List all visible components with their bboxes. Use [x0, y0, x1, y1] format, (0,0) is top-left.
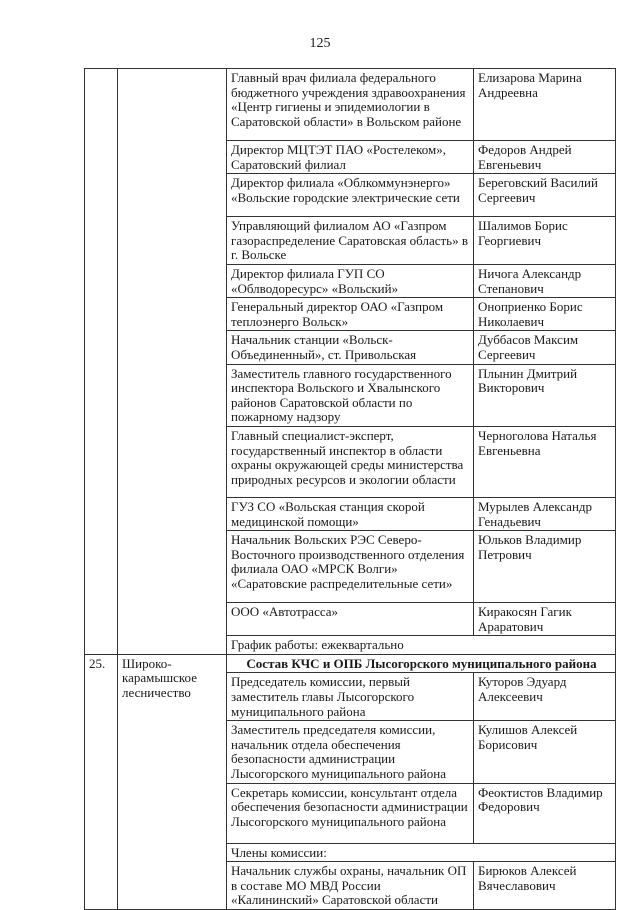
forestry-cell	[118, 69, 227, 655]
person-cell: Феоктистов Владимир Федорович	[474, 783, 616, 843]
person-cell: Плынин Дмитрий Викторович	[474, 364, 616, 426]
position-cell: Генеральный директор ОАО «Газпром теплоэнерго Вольск»	[227, 298, 474, 331]
person-cell: Береговский Василий Сергеевич	[474, 174, 616, 217]
person-cell: Ничога Александр Степанович	[474, 264, 616, 297]
position-cell: Заместитель главного государственного инспектора Вольского и Хвалынского районов Саратовской области по пожарному надзору	[227, 364, 474, 426]
table-row	[85, 69, 616, 141]
row-number-cell	[85, 69, 118, 655]
members-header: Члены комиссии:	[227, 843, 616, 862]
person-cell: Киракосян Гагик Араратович	[474, 603, 616, 636]
position-cell: Главный специалист-эксперт, государственный инспектор в области охраны окружающей среды министерства природных ресурсов и экологии области	[227, 426, 474, 497]
person-cell: Шалимов Борис Георгиевич	[474, 217, 616, 265]
position-cell: ГУЗ СО «Вольская станция скорой медицинской помощи»	[227, 497, 474, 530]
person-cell: Черноголова Наталья Евгеньевна	[474, 426, 616, 497]
person-cell: Дуббасов Максим Сергеевич	[474, 331, 616, 364]
person-cell: Кулишов Алексей Борисович	[474, 721, 616, 783]
position-cell: ООО «Автотрасса»	[227, 603, 474, 636]
position-cell: Секретарь комиссии, консультант отдела обеспечения безопасности администрации Лысогорского муниципального района	[227, 783, 474, 843]
person-cell: Елизарова Марина Андреевна	[474, 69, 616, 141]
row-number-cell: 25.	[85, 654, 118, 909]
position-cell: Директор филиала «Облкоммунэнерго» «Вольские городские электрические сети	[227, 174, 474, 217]
section-heading: Состав КЧС и ОПБ Лысогорского муниципального района	[227, 654, 616, 673]
position-cell: Начальник службы охраны, начальник ОП в составе МО МВД России «Калининский» Саратовской области	[227, 862, 474, 910]
person-cell: Мурылев Александр Генадьевич	[474, 497, 616, 530]
schedule-cell: График работы: ежеквартально	[227, 636, 616, 655]
person-cell: Бирюков Алексей Вячеславович	[474, 862, 616, 910]
person-cell: Юльков Владимир Петрович	[474, 531, 616, 603]
position-cell: Председатель комиссии, первый заместитель главы Лысогорского муниципального района	[227, 673, 474, 721]
person-cell: Федоров Андрей Евгеньевич	[474, 141, 616, 174]
section-row	[85, 654, 616, 673]
position-cell: Директор филиала ГУП СО «Облводоресурс» «Вольский»	[227, 264, 474, 297]
position-cell: Заместитель председателя комиссии, начальник отдела обеспечения безопасности администрации Лысогорского муниципального района	[227, 721, 474, 783]
commission-table	[84, 68, 616, 910]
position-cell: Директор МЦТЭТ ПАО «Ростелеком», Саратовский филиал	[227, 141, 474, 174]
forestry-cell: Широко-карамышское лесничество	[118, 654, 227, 909]
position-cell: Начальник Вольских РЭС Северо-Восточного производственного отделения филиала ОАО «МРСК Волги» «Саратовские распределительные сети»	[227, 531, 474, 603]
person-cell: Оноприенко Борис Николаевич	[474, 298, 616, 331]
page-number: 125	[309, 36, 331, 51]
position-cell: Управляющий филиалом АО «Газпром газораспределение Саратовская область» в г. Вольске	[227, 217, 474, 265]
position-cell: Главный врач филиала федерального бюджетного учреждения здравоохранения «Центр гигиены и эпидемиологии в Саратовской области» в Вольском районе	[227, 69, 474, 141]
position-cell: Начальник станции «Вольск-Объединенный», ст. Привольская	[227, 331, 474, 364]
person-cell: Куторов Эдуард Алексеевич	[474, 673, 616, 721]
